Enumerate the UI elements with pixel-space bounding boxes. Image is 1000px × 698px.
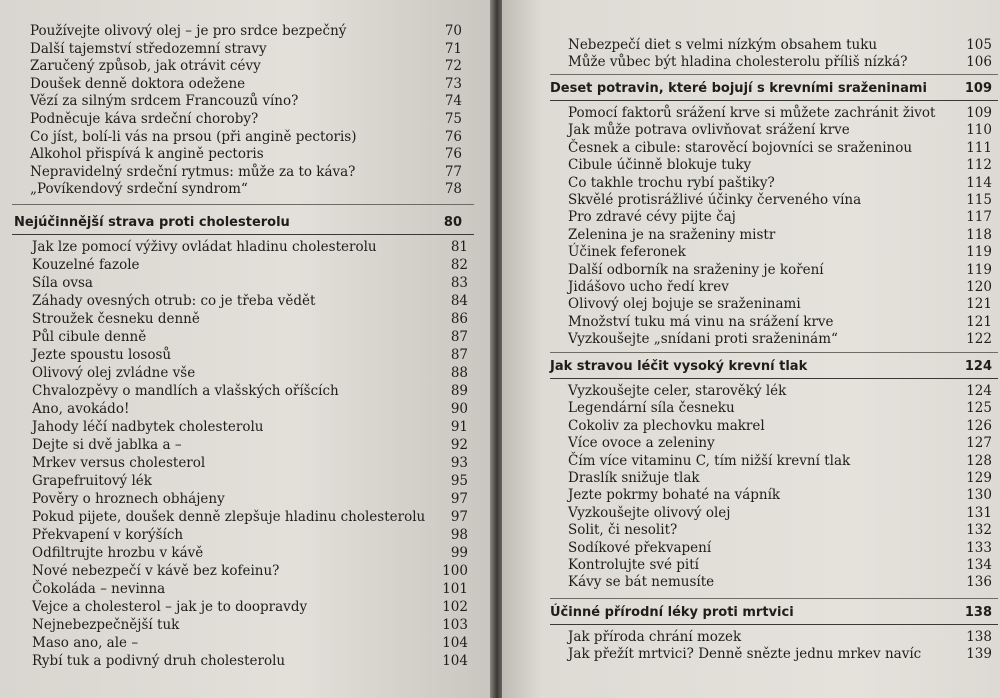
toc-entry [568, 278, 992, 296]
toc-entry [32, 382, 468, 400]
entry-title: Čím více vitaminu C, tím nižší krevní tlak [568, 452, 851, 469]
section-divider [550, 598, 998, 599]
entry-title: Mrkev versus cholesterol [32, 455, 206, 471]
entry-title: Účinek feferonek [568, 244, 686, 261]
toc-entry [32, 544, 468, 562]
toc-entry [30, 180, 462, 198]
page-number: 128 [966, 452, 992, 469]
entry-title: Jak může potrava ovlivňovat srážení krve [568, 122, 850, 139]
toc-entry [568, 243, 992, 261]
entry-title: Překvapení v korýších [32, 527, 184, 543]
toc-entry [32, 562, 468, 580]
page-number: 111 [966, 139, 992, 156]
page-number: 97 [450, 491, 468, 507]
entry-title: Grapefruitový lék [32, 473, 152, 489]
toc-entry [30, 92, 462, 110]
toc-entry [568, 486, 992, 504]
toc-entry [568, 434, 992, 452]
page-number: 81 [450, 239, 468, 255]
entry-title: Vyzkoušejte olivový olej [568, 504, 731, 521]
page-number: 72 [444, 58, 462, 75]
page-number: 75 [444, 111, 462, 127]
toc-entry [32, 292, 468, 310]
entry-title: Jak lze pomocí výživy ovládat hladinu cholesterolu [32, 239, 377, 255]
section-divider [550, 624, 998, 625]
page-number: 117 [966, 209, 992, 226]
entry-title: Jidášovo ucho ředí krev [568, 279, 729, 295]
page-number: 91 [450, 419, 468, 435]
section-divider [550, 74, 998, 75]
page-number: 106 [966, 54, 992, 71]
entry-title: Sodíkové překvapení [568, 539, 712, 556]
page-number: 122 [966, 331, 992, 348]
section-divider [550, 352, 998, 353]
page-number: 98 [450, 527, 468, 543]
entry-title: Více ovoce a zeleniny [568, 435, 715, 452]
toc-entry [32, 580, 468, 598]
entry-title: Legendární síla česneku [568, 400, 735, 417]
entry-title: Co takhle trochu rybí paštiky? [568, 174, 775, 191]
toc-section-heading [14, 214, 462, 232]
page-number: 132 [966, 522, 992, 539]
entry-title: Stroužek česneku denně [32, 311, 200, 327]
entry-title: Alkohol přispívá k angině pectoris [30, 146, 264, 163]
toc-entry [32, 346, 468, 364]
toc-entry [568, 295, 992, 313]
page-number: 138 [964, 605, 992, 620]
entry-title: Další tajemství středozemní stravy [30, 40, 267, 57]
entry-title: Používejte olivový olej – je pro srdce bezpečný [30, 23, 347, 39]
entry-title: Olivový olej zvládne vše [32, 365, 196, 381]
entry-title: Cibule účinně blokuje tuky [568, 157, 752, 174]
entry-title: Nové nebezpečí v kávě bez kofeinu? [32, 563, 280, 579]
page-number: 118 [966, 226, 992, 243]
page-number: 136 [966, 574, 992, 591]
toc-entry [32, 616, 468, 634]
section-divider [550, 378, 998, 379]
entry-title: Ano, avokádo! [32, 401, 130, 417]
toc-entry [568, 504, 992, 522]
entry-title: Jezte pokrmy bohaté na vápník [568, 487, 781, 504]
toc-entry [568, 399, 992, 417]
toc-entry [30, 163, 462, 181]
page-number: 74 [444, 93, 462, 110]
toc-entry [32, 490, 468, 508]
section-title: Nejúčinnější strava proti cholesterolu [14, 215, 290, 230]
page-number: 112 [966, 157, 992, 174]
toc-entry [30, 110, 462, 128]
page-number: 109 [964, 81, 992, 96]
page-number: 99 [450, 545, 468, 561]
entry-title: Maso ano, ale – [32, 635, 139, 651]
page-number: 83 [450, 275, 468, 291]
page-number: 77 [444, 163, 462, 180]
page-number: 104 [442, 653, 468, 669]
page-number: 124 [964, 359, 992, 374]
page-number: 131 [966, 504, 992, 521]
entry-title: Pro zdravé cévy pijte čaj [568, 209, 736, 226]
entry-title: Množství tuku má vinu na srážení krve [568, 313, 834, 330]
entry-title: Vězí za silným srdcem Francouzů víno? [30, 93, 299, 110]
entry-title: „Povíkendový srdeční syndrom“ [30, 181, 248, 198]
entry-title: Vejce a cholesterol – jak je to doopravdy [32, 599, 308, 615]
page-number: 139 [966, 646, 992, 663]
toc-entry [568, 121, 992, 139]
toc-entry [568, 469, 992, 487]
page-number: 82 [450, 257, 468, 273]
page-number: 80 [443, 215, 462, 230]
entry-title: Nebezpečí diet s velmi nízkým obsahem tuku [568, 37, 878, 53]
entry-title: Síla ovsa [32, 275, 93, 291]
section-divider [12, 234, 474, 235]
section-divider [550, 100, 998, 101]
toc-entry [32, 598, 468, 616]
page-number: 78 [444, 181, 462, 198]
page-number: 119 [966, 244, 992, 261]
entry-title: Odfiltrujte hrozbu v kávě [32, 545, 204, 561]
toc-entry [568, 628, 992, 646]
entry-title: Dejte si dvě jablka a – [32, 437, 182, 453]
page-number: 87 [450, 329, 468, 345]
page-number: 71 [444, 40, 462, 57]
toc-entry [568, 174, 992, 192]
toc-entry [30, 75, 462, 93]
page-number: 121 [966, 296, 992, 313]
entry-title: Jak příroda chrání mozek [568, 629, 742, 645]
toc-entry [32, 418, 468, 436]
entry-title: Nejnebezpečnější tuk [32, 617, 180, 633]
page-number: 97 [450, 509, 468, 525]
toc-entry [568, 573, 992, 591]
entry-title: Čokoláda – nevinna [32, 581, 166, 597]
page-number: 125 [966, 400, 992, 417]
page-number: 101 [442, 581, 468, 597]
page-number: 126 [966, 417, 992, 434]
page-number: 134 [966, 557, 992, 573]
page-number: 102 [442, 599, 468, 615]
toc-entry [32, 310, 468, 328]
page-number: 87 [450, 347, 468, 363]
page-number: 114 [966, 174, 992, 191]
entry-title: Jahody léčí nadbytek cholesterolu [32, 419, 264, 435]
entry-title: Nepravidelný srdeční rytmus: může za to káva? [30, 163, 356, 180]
entry-title: Olivový olej bojuje se sraženinami [568, 296, 801, 313]
entry-title: Pomocí faktorů srážení krve si můžete zachránit život [568, 105, 936, 121]
toc-section-heading [550, 358, 992, 376]
entry-title: Jezte spoustu lososů [32, 347, 172, 363]
toc-entry [568, 382, 992, 400]
toc-entry [568, 539, 992, 557]
page-number: 109 [966, 105, 992, 121]
toc-entry [32, 364, 468, 382]
toc-section-heading [550, 604, 992, 622]
toc-entry [32, 454, 468, 472]
entry-title: Doušek denně doktora odežene [30, 75, 246, 92]
toc-entry [32, 472, 468, 490]
toc-entry [30, 145, 462, 163]
toc-section-heading [550, 80, 992, 98]
page-number: 100 [442, 563, 468, 579]
page-number: 120 [966, 279, 992, 295]
toc-entry [32, 238, 468, 256]
section-divider [12, 204, 474, 205]
page-number: 130 [966, 487, 992, 504]
entry-title: Podněcuje káva srdeční choroby? [30, 111, 259, 127]
toc-entry [568, 261, 992, 279]
page-number: 110 [966, 122, 992, 139]
entry-title: Jak přežít mrtvici? Denně snězte jednu mrkev navíc [568, 646, 922, 663]
entry-title: Vyzkoušejte „snídani proti sraženinám“ [568, 331, 838, 348]
toc-entry [30, 57, 462, 75]
entry-title: Co jíst, bolí-li vás na prsou (při angině pectoris) [30, 128, 357, 145]
page-number: 119 [966, 261, 992, 278]
toc-entry [568, 53, 992, 71]
toc-entry [568, 208, 992, 226]
right-page [502, 0, 1000, 698]
page-number: 89 [450, 383, 468, 399]
page-number: 104 [442, 635, 468, 651]
toc-entry [568, 104, 992, 122]
section-title: Deset potravin, které bojují s krevními sraženinami [550, 81, 927, 96]
entry-title: Kontrolujte své pití [568, 557, 699, 573]
toc-entry [32, 634, 468, 652]
page-number: 88 [450, 365, 468, 381]
page-number: 93 [450, 455, 468, 471]
entry-title: Kávy se bát nemusíte [568, 574, 715, 591]
entry-title: Záhady ovesných otrub: co je třeba vědět [32, 293, 316, 309]
section-title: Jak stravou léčit vysoký krevní tlak [550, 359, 808, 374]
page-number: 133 [966, 539, 992, 556]
toc-entry [32, 652, 468, 670]
page-number: 121 [966, 313, 992, 330]
entry-title: Chvalozpěvy o mandlích a vlašských oříšcích [32, 383, 339, 399]
toc-entry [32, 274, 468, 292]
page-number: 76 [444, 128, 462, 145]
entry-title: Může vůbec být hladina cholesterolu příliš nízká? [568, 54, 908, 71]
toc-entry [568, 313, 992, 331]
page-number: 86 [450, 311, 468, 327]
toc-entry [32, 508, 468, 526]
toc-entry [32, 328, 468, 346]
toc-entry [568, 330, 992, 348]
page-number: 115 [966, 192, 992, 208]
entry-title: Pověry o hroznech obhájeny [32, 491, 225, 507]
toc-entry [568, 36, 992, 54]
toc-entry [568, 556, 992, 574]
page-number: 103 [442, 617, 468, 633]
page-number: 84 [450, 293, 468, 309]
page-number: 76 [444, 146, 462, 163]
page-number: 73 [444, 75, 462, 92]
entry-title: Česnek a cibule: starověcí bojovníci se sraženinou [568, 139, 913, 156]
toc-entry [32, 400, 468, 418]
entry-title: Pokud pijete, doušek denně zlepšuje hladinu cholesterolu [32, 509, 426, 525]
entry-title: Zelenina je na sraženiny mistr [568, 226, 776, 243]
page-number: 105 [966, 37, 992, 53]
section-title: Účinné přírodní léky proti mrtvici [550, 605, 794, 620]
entry-title: Cokoliv za plechovku makrel [568, 417, 765, 434]
entry-title: Půl cibule denně [32, 329, 147, 345]
entry-title: Skvělé protisrážlivé účinky červeného vína [568, 192, 862, 208]
toc-entry [30, 22, 462, 40]
page-number: 95 [450, 473, 468, 489]
toc-entry [30, 128, 462, 146]
page-number: 129 [966, 470, 992, 486]
page-number: 127 [966, 435, 992, 452]
entry-title: Draslík snižuje tlak [568, 470, 700, 486]
page-number: 138 [966, 629, 992, 645]
entry-title: Zaručený způsob, jak otrávit cévy [30, 58, 261, 75]
toc-entry [568, 645, 992, 663]
toc-entry [30, 40, 462, 58]
toc-entry [568, 417, 992, 435]
toc-entry [568, 452, 992, 470]
entry-title: Solit, či nesolit? [568, 522, 678, 539]
page-number: 92 [450, 437, 468, 453]
toc-entry [568, 156, 992, 174]
toc-entry [568, 226, 992, 244]
toc-entry [568, 191, 992, 209]
entry-title: Kouzelné fazole [32, 257, 140, 273]
toc-entry [32, 526, 468, 544]
left-page [0, 0, 492, 698]
entry-title: Rybí tuk a podivný druh cholesterolu [32, 653, 286, 669]
toc-entry [568, 521, 992, 539]
toc-entry [568, 139, 992, 157]
toc-entry [32, 436, 468, 454]
entry-title: Vyzkoušejte celer, starověký lék [568, 383, 787, 399]
entry-title: Další odborník na sraženiny je koření [568, 261, 824, 278]
page-number: 90 [450, 401, 468, 417]
toc-entry [32, 256, 468, 274]
page-number: 70 [444, 23, 462, 39]
page-number: 124 [966, 383, 992, 399]
